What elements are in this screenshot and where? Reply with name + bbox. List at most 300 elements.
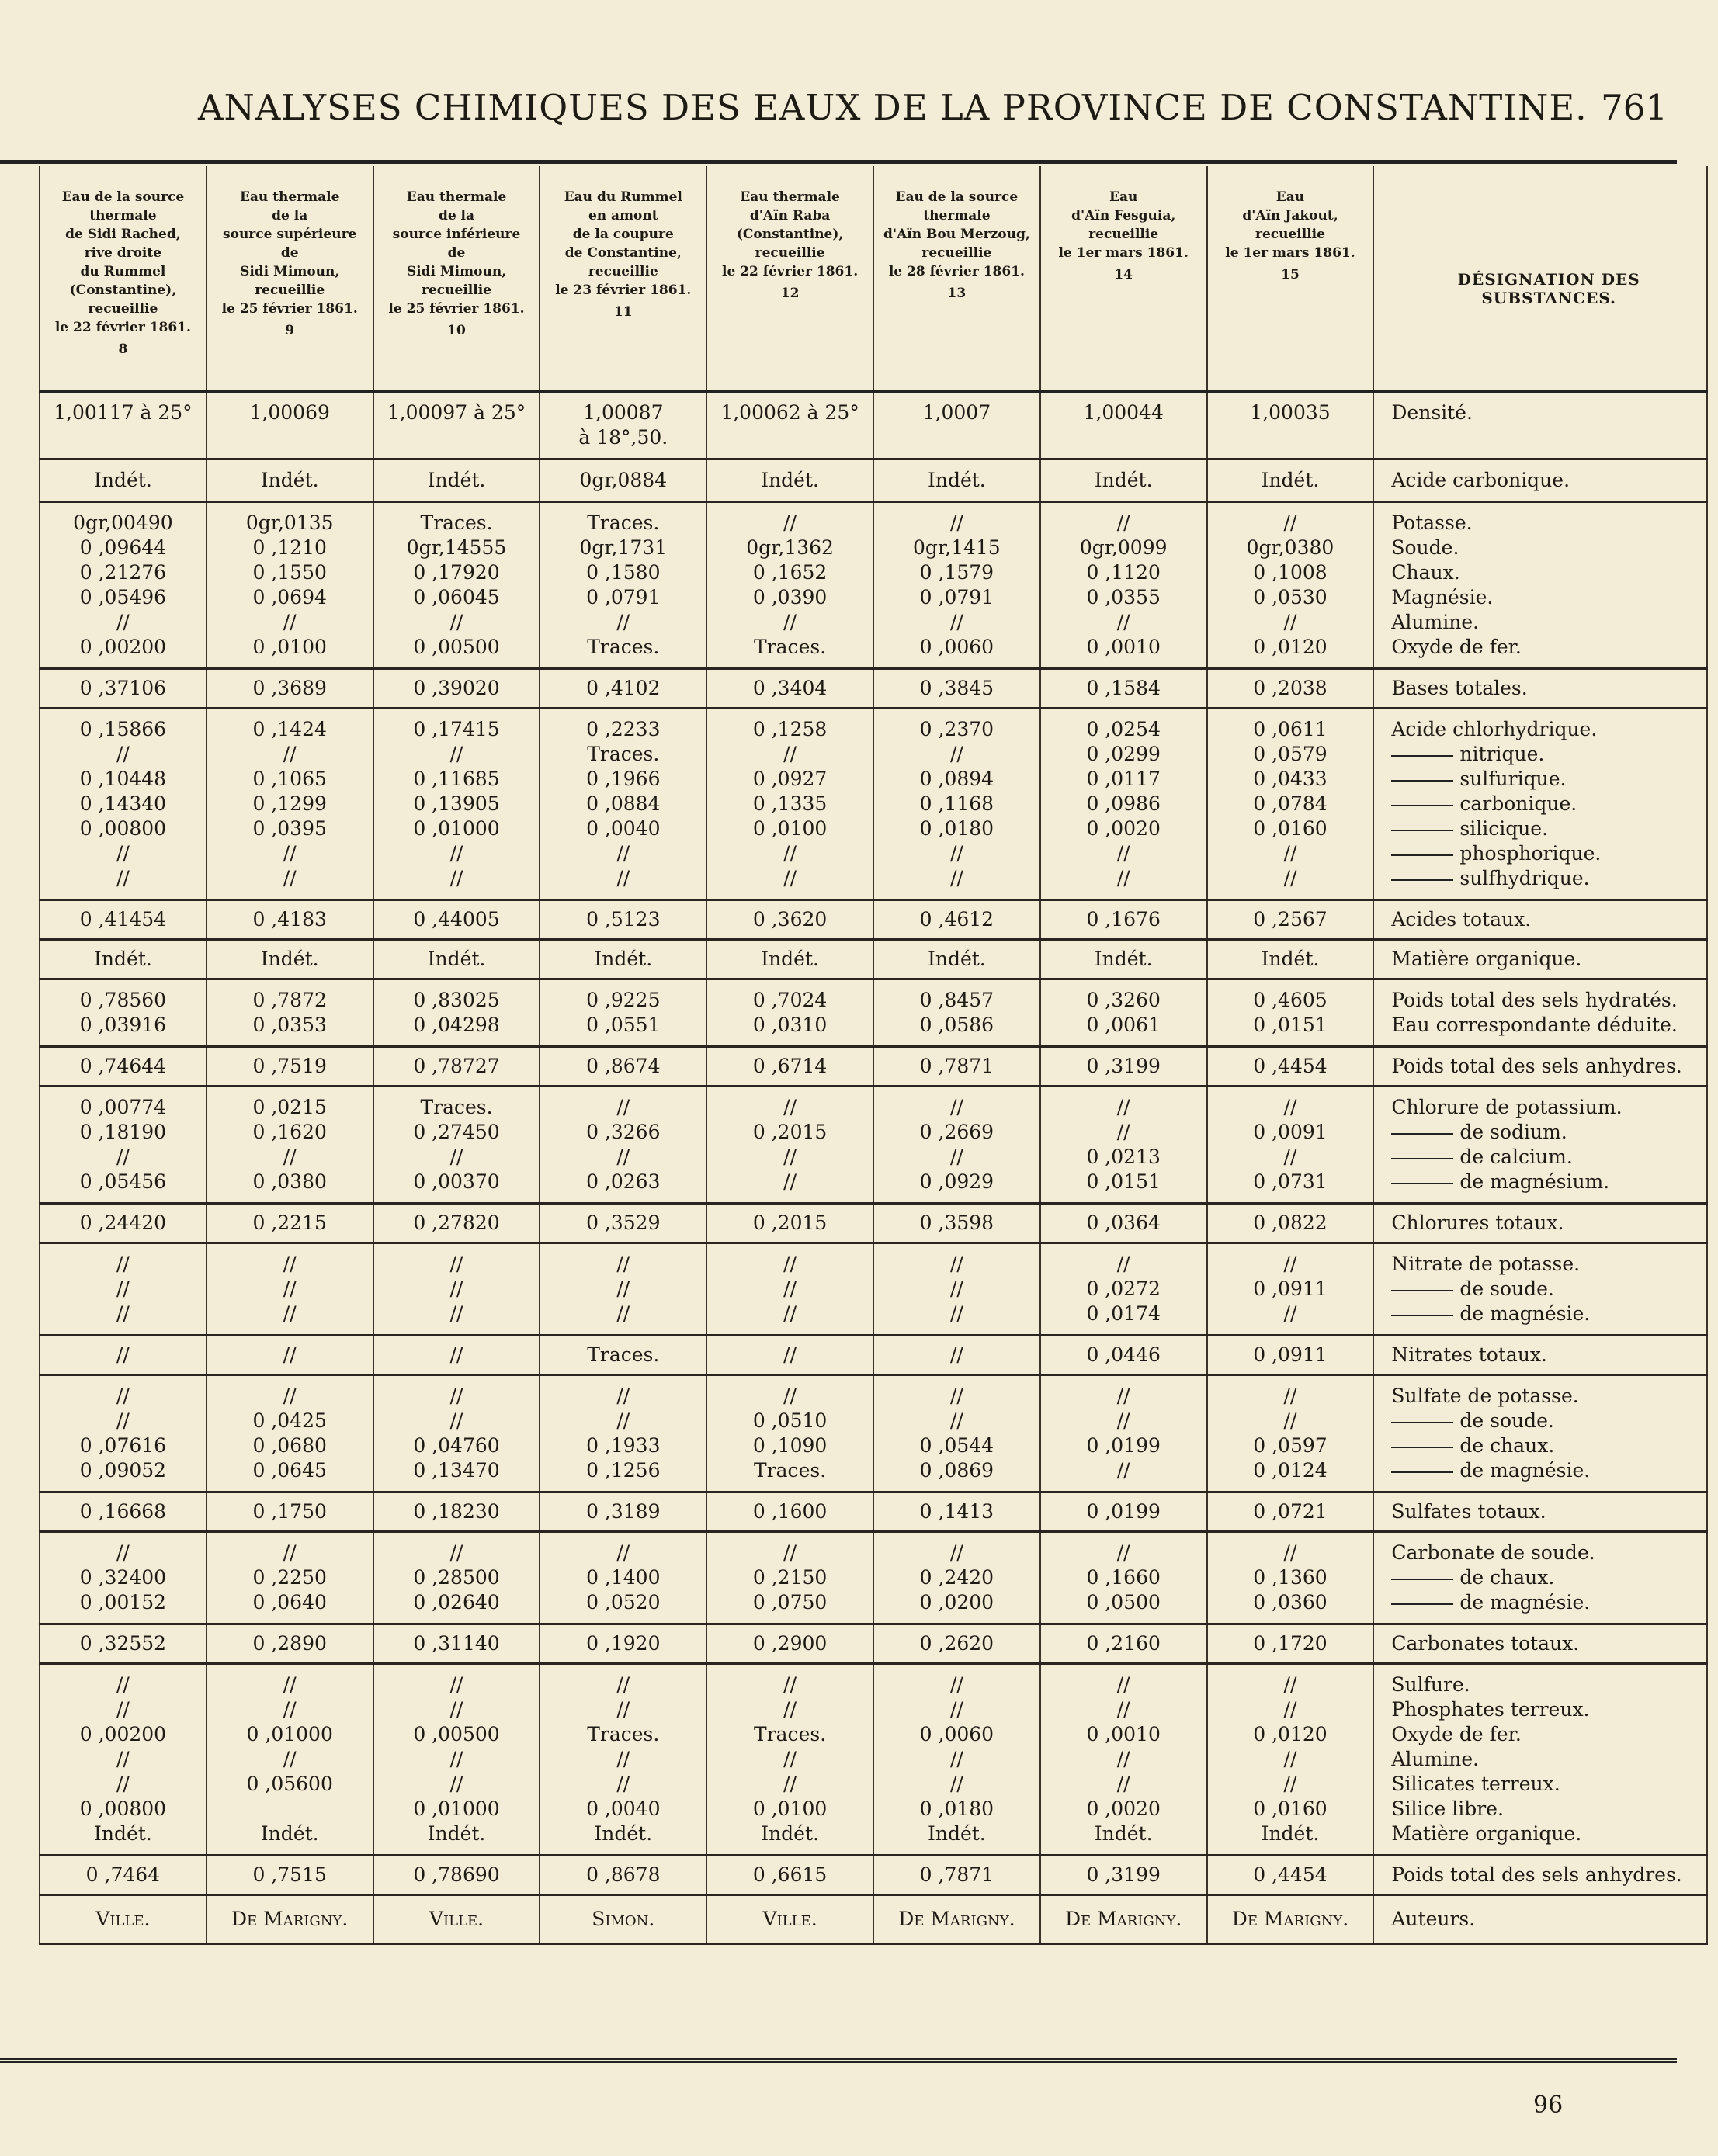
analysis-table-body — [40, 166, 1707, 1944]
value-line: 0 ,0791 — [586, 586, 661, 608]
value-line: 0 ,10448 — [79, 768, 167, 790]
value-cell — [40, 1375, 207, 1492]
designation-text: Acides totaux. — [1391, 908, 1532, 931]
value-line: // — [783, 1253, 797, 1275]
ditto-dash — [1391, 854, 1453, 856]
value-line: 0 ,09644 — [79, 536, 167, 559]
value-line: // — [449, 1253, 463, 1275]
column-header-line: de — [280, 245, 299, 261]
value-line: 0 ,2900 — [752, 1632, 828, 1655]
analysis-table-container — [0, 160, 1682, 1945]
value-line: 0 ,0151 — [1253, 1014, 1328, 1036]
value-cell — [540, 1375, 706, 1492]
designation-cell — [1373, 1204, 1707, 1243]
value-cell — [207, 979, 373, 1047]
value-cell — [207, 900, 373, 940]
value-line: 1,00044 — [1083, 401, 1164, 424]
value-line: 0 ,27450 — [413, 1121, 500, 1143]
designation-line — [1391, 1145, 1706, 1170]
column-number: 10 — [447, 323, 466, 338]
value-line: // — [449, 1409, 463, 1432]
value-cell — [1207, 1664, 1374, 1856]
value-line: // — [1116, 1541, 1130, 1564]
value-line: 0 ,7519 — [252, 1055, 327, 1077]
value-cell — [706, 1856, 873, 1895]
value-cell — [373, 1895, 540, 1944]
value-line: Indét. — [1094, 1822, 1153, 1845]
column-number: 13 — [947, 286, 967, 301]
designation-text: Bases totales. — [1391, 677, 1528, 699]
designation-line — [1391, 841, 1706, 866]
value-cell — [1207, 1336, 1374, 1375]
designation-line — [1391, 742, 1706, 767]
value-line: // — [116, 1541, 130, 1564]
value-cell — [873, 669, 1040, 709]
value-line: 0 ,1360 — [1253, 1566, 1328, 1589]
value-line: // — [1116, 1459, 1130, 1482]
value-line: 0 ,78727 — [413, 1055, 500, 1077]
value-cell — [373, 1204, 540, 1243]
value-cell — [373, 1375, 540, 1492]
value-line: // — [283, 1673, 297, 1696]
value-line: 0 ,2015 — [752, 1121, 828, 1143]
value-line: // — [616, 1541, 630, 1564]
value-cell — [540, 1336, 706, 1375]
value-line: // — [616, 1253, 630, 1275]
value-cell — [873, 1856, 1040, 1895]
column-number: 14 — [1114, 267, 1133, 282]
value-line: 0 ,8678 — [586, 1863, 661, 1886]
value-line: 0 ,7872 — [252, 989, 327, 1011]
designation-line — [1391, 767, 1706, 792]
value-line: // — [949, 1277, 963, 1300]
column-header — [873, 166, 1040, 391]
value-cell — [40, 1336, 207, 1375]
value-line: 0 ,0929 — [919, 1170, 994, 1193]
designation-text: Alumine. — [1391, 1748, 1480, 1770]
designation-text: Sulfates totaux. — [1391, 1500, 1546, 1523]
designation-cell — [1373, 502, 1707, 669]
value-line: // — [783, 842, 797, 865]
value-line: 0 ,0180 — [919, 817, 994, 840]
designation-text: silicique. — [1459, 817, 1549, 840]
value-cell — [373, 900, 540, 940]
value-line: 0 ,31140 — [413, 1632, 500, 1655]
value-line: 0 ,78560 — [79, 989, 167, 1011]
substance-row — [40, 391, 1707, 459]
value-cell — [873, 1492, 1040, 1532]
value-line: 0 ,39020 — [413, 677, 500, 699]
designation-line — [1391, 1409, 1706, 1433]
ditto-dash — [1391, 780, 1453, 782]
designation-cell — [1373, 1532, 1707, 1624]
value-line: 1,00117 à 25° — [54, 401, 193, 424]
value-cell — [207, 1492, 373, 1532]
value-line: // — [1283, 1748, 1297, 1770]
value-line: // — [1283, 867, 1297, 889]
value-line: // — [1116, 511, 1130, 534]
designation-line — [1391, 1697, 1706, 1722]
value-cell — [1207, 391, 1374, 459]
header-row — [40, 166, 1707, 391]
ditto-dash — [1391, 755, 1453, 757]
value-line: Traces. — [420, 1096, 493, 1118]
value-cell — [373, 1336, 540, 1375]
value-line: 0 ,18190 — [79, 1121, 167, 1143]
value-line: // — [116, 1773, 130, 1795]
designation-line — [1391, 1120, 1706, 1145]
value-line: // — [1116, 1698, 1130, 1721]
value-cell — [40, 940, 207, 979]
value-line: Indét. — [594, 1822, 653, 1845]
value-line: 0 ,0390 — [752, 586, 828, 608]
value-line: 0 ,1660 — [1086, 1566, 1161, 1589]
value-cell — [540, 1492, 706, 1532]
value-line: 0 ,2215 — [252, 1211, 327, 1234]
value-cell — [373, 709, 540, 900]
designation-text: Poids total des sels anhydres. — [1391, 1863, 1682, 1886]
value-line: 0gr,0884 — [579, 469, 668, 491]
ditto-dash — [1391, 1315, 1453, 1316]
value-cell — [1207, 979, 1374, 1047]
value-line: 0 ,1600 — [752, 1500, 828, 1523]
value-cell — [1207, 1375, 1374, 1492]
designation-text: Chlorure de potassium. — [1391, 1096, 1623, 1118]
value-cell — [1207, 940, 1374, 979]
value-cell — [207, 940, 373, 979]
column-header-line: d'Aïn Raba — [749, 208, 831, 224]
value-line: 0 ,4183 — [252, 908, 327, 931]
value-line: 0 ,4454 — [1253, 1863, 1328, 1886]
value-line: 0 ,0117 — [1086, 768, 1161, 790]
substance-row — [40, 1664, 1707, 1856]
column-header — [706, 166, 873, 391]
value-cell — [207, 1047, 373, 1087]
column-header-line: recueillie — [422, 282, 491, 298]
value-cell — [40, 1664, 207, 1856]
value-cell — [540, 1087, 706, 1204]
ditto-dash — [1391, 1447, 1453, 1448]
value-cell — [873, 1664, 1040, 1856]
value-line: 0 ,0060 — [919, 636, 994, 658]
value-cell — [373, 1624, 540, 1664]
value-line: Indét. — [260, 469, 319, 491]
value-line: // — [116, 743, 130, 765]
value-line: 1,0007 — [922, 401, 991, 424]
value-line: Ville. — [95, 1908, 151, 1930]
column-header-line: thermale — [89, 208, 157, 224]
value-line: 0 ,3189 — [586, 1500, 661, 1523]
value-line: 0 ,0160 — [1253, 817, 1328, 840]
value-line: 0 ,0120 — [1253, 1723, 1328, 1745]
value-line: // — [616, 1748, 630, 1770]
designation-line — [1391, 1252, 1706, 1277]
column-header-line: le 1er mars 1861. — [1225, 245, 1355, 261]
column-header — [207, 166, 373, 391]
value-line: 0 ,0380 — [252, 1170, 327, 1193]
designation-text: Chlorures totaux. — [1391, 1211, 1564, 1234]
designation-line — [1391, 717, 1706, 742]
value-line: 0 ,2160 — [1086, 1632, 1161, 1655]
value-line: // — [449, 842, 463, 865]
designation-cell — [1373, 1336, 1707, 1375]
column-header-line: recueillie — [755, 245, 825, 261]
designation-line — [1391, 1277, 1706, 1302]
column-header-line: le 23 février 1861. — [555, 282, 692, 298]
value-line: Traces. — [587, 743, 660, 765]
value-line: Indét. — [927, 469, 986, 491]
value-cell — [40, 900, 207, 940]
designation-text: Nitrate de potasse. — [1391, 1253, 1581, 1275]
column-header-line: Eau — [1109, 189, 1138, 205]
designation-cell — [1373, 1624, 1707, 1664]
value-line: Traces. — [587, 636, 660, 658]
value-cell — [40, 1087, 207, 1204]
designation-line — [1391, 635, 1706, 660]
value-line: // — [449, 1541, 463, 1564]
designation-line — [1391, 1822, 1706, 1846]
value-line: 0 ,1584 — [1086, 677, 1161, 699]
ditto-dash — [1391, 1579, 1453, 1580]
designation-line — [1391, 468, 1706, 493]
value-line: Indét. — [260, 948, 319, 970]
value-line: 0 ,1424 — [252, 718, 327, 740]
value-cell — [1040, 940, 1207, 979]
designation-text: Sulfate de potasse. — [1391, 1385, 1579, 1407]
value-line: 0 ,8674 — [586, 1055, 661, 1077]
value-cell — [706, 1895, 873, 1944]
value-line: Indét. — [1261, 469, 1320, 491]
value-cell — [540, 502, 706, 669]
value-line: 0 ,7024 — [752, 989, 828, 1011]
value-cell — [207, 1375, 373, 1492]
column-header-line: recueillie — [88, 301, 158, 317]
column-header — [1040, 166, 1207, 391]
value-line: 0 ,2620 — [919, 1632, 994, 1655]
value-line: 0 ,1413 — [919, 1500, 994, 1523]
value-line: 0 ,00370 — [413, 1170, 500, 1193]
value-line: 0 ,1933 — [586, 1434, 661, 1457]
value-line: 0 ,0894 — [919, 768, 994, 790]
value-line: 0 ,0199 — [1086, 1434, 1161, 1457]
value-line: 0 ,32400 — [79, 1566, 167, 1589]
value-cell — [1207, 1856, 1374, 1895]
value-cell — [373, 669, 540, 709]
column-header-line: Eau — [1275, 189, 1305, 205]
value-line: // — [1283, 1146, 1297, 1168]
column-header — [1207, 166, 1374, 391]
value-line: 0 ,00800 — [79, 1797, 167, 1820]
value-line: // — [616, 1146, 630, 1168]
value-line: // — [283, 743, 297, 765]
designation-line — [1391, 907, 1706, 932]
value-line: 0 ,1676 — [1086, 908, 1161, 931]
value-line: 0 ,7871 — [919, 1863, 994, 1886]
value-line: 0 ,0199 — [1086, 1500, 1161, 1523]
value-cell — [873, 1895, 1040, 1944]
value-cell — [40, 1492, 207, 1532]
value-line: 0 ,1579 — [919, 561, 994, 584]
value-line: Simon. — [592, 1908, 655, 1930]
value-line: // — [783, 867, 797, 889]
designation-line — [1391, 676, 1706, 701]
value-line: 0 ,1210 — [252, 536, 327, 559]
designation-text: sulfurique. — [1459, 768, 1567, 790]
page-header — [0, 87, 1718, 133]
designation-line — [1391, 1863, 1706, 1887]
value-line: // — [616, 842, 630, 865]
value-line: 0 ,0353 — [252, 1014, 327, 1036]
value-cell — [540, 1204, 706, 1243]
designation-cell — [1373, 669, 1707, 709]
value-line: 0 ,0100 — [752, 817, 828, 840]
total-row — [40, 1047, 1707, 1087]
value-cell — [1207, 1243, 1374, 1336]
value-cell — [1207, 900, 1374, 940]
value-cell — [40, 1624, 207, 1664]
value-cell — [373, 1047, 540, 1087]
value-line: // — [283, 1698, 297, 1721]
value-cell — [1040, 1664, 1207, 1856]
value-line: // — [783, 511, 797, 534]
designation-text: Matière organique. — [1391, 948, 1582, 970]
value-line: 0 ,0611 — [1253, 718, 1328, 740]
value-cell — [373, 940, 540, 979]
value-line: 0 ,0174 — [1086, 1302, 1161, 1325]
value-line: // — [616, 1673, 630, 1696]
designation-text: Poids total des sels anhydres. — [1391, 1055, 1682, 1077]
value-line: 0 ,44005 — [413, 908, 500, 931]
value-line: // — [1116, 1096, 1130, 1118]
designation-text: Carbonate de soude. — [1391, 1541, 1595, 1564]
value-line: // — [283, 1541, 297, 1564]
value-cell — [873, 1375, 1040, 1492]
value-line: 0 ,7464 — [85, 1863, 161, 1886]
value-cell — [40, 391, 207, 459]
value-line: 0 ,4102 — [586, 677, 661, 699]
value-line: 0 ,0986 — [1086, 792, 1161, 815]
value-line: 0gr,1415 — [913, 536, 1001, 559]
designation-cell — [1373, 1087, 1707, 1204]
value-line: Indét. — [427, 1822, 486, 1845]
value-cell — [1040, 1047, 1207, 1087]
value-line: 0 ,05600 — [246, 1773, 333, 1795]
value-line: 0 ,0911 — [1253, 1343, 1328, 1366]
value-line: // — [949, 1409, 963, 1432]
value-line: 0 ,1299 — [252, 792, 327, 815]
value-line: // — [783, 1096, 797, 1118]
value-line: Indét. — [427, 948, 486, 970]
designation-line — [1391, 1631, 1706, 1656]
value-line: Traces. — [587, 1343, 660, 1366]
value-line: // — [616, 1302, 630, 1325]
value-line: // — [449, 1673, 463, 1696]
column-number: 15 — [1281, 267, 1300, 282]
value-line: Indét. — [761, 1822, 819, 1845]
value-line: 0 ,0395 — [252, 817, 327, 840]
value-line: // — [949, 743, 963, 765]
value-line: Indét. — [594, 948, 653, 970]
value-cell — [373, 1087, 540, 1204]
value-line: 0 ,0791 — [919, 586, 994, 608]
value-line: // — [949, 867, 963, 889]
designation-line — [1391, 585, 1706, 610]
ditto-dash — [1391, 1158, 1453, 1159]
value-cell — [706, 1243, 873, 1336]
value-line: // — [949, 1253, 963, 1275]
designation-text: Soude. — [1391, 536, 1459, 559]
value-line: Indét. — [761, 469, 819, 491]
value-line: // — [283, 1146, 297, 1168]
designation-text: Oxyde de fer. — [1391, 636, 1522, 658]
value-cell — [706, 669, 873, 709]
value-cell — [706, 1204, 873, 1243]
designation-text: Poids total des sels hydratés. — [1391, 989, 1678, 1011]
designation-line — [1391, 988, 1706, 1013]
value-line: 0 ,0310 — [752, 1014, 828, 1036]
value-line: Indét. — [927, 1822, 986, 1845]
value-line: 0 ,0100 — [252, 636, 327, 658]
value-line: 0 ,1966 — [586, 768, 661, 790]
value-line: 0 ,0500 — [1086, 1591, 1161, 1614]
value-cell — [207, 1624, 373, 1664]
value-line: 0 ,37106 — [79, 677, 167, 699]
page-title: ANALYSES CHIMIQUES DES EAUX DE LA PROVINCE DE CONSTANTINE. — [198, 87, 1588, 128]
value-line: // — [949, 1748, 963, 1770]
value-line: 0 ,0510 — [752, 1409, 828, 1432]
value-line: // — [783, 1673, 797, 1696]
value-cell — [540, 900, 706, 940]
value-line: 0 ,00200 — [79, 636, 167, 658]
value-line: 0 ,1920 — [586, 1632, 661, 1655]
value-line: // — [116, 1343, 130, 1366]
value-cell — [540, 459, 706, 502]
value-line: 0 ,0579 — [1253, 743, 1328, 765]
designation-line — [1391, 816, 1706, 841]
column-header-line: d'Aïn Jakout, — [1242, 208, 1338, 224]
value-cell — [1040, 1375, 1207, 1492]
value-line: // — [949, 1673, 963, 1696]
column-header-line: d'Aïn Fesguia, — [1071, 208, 1176, 224]
value-line: 1,00087 — [583, 401, 664, 424]
designation-text: Magnésie. — [1391, 586, 1494, 608]
value-line: // — [116, 611, 130, 633]
value-cell — [873, 940, 1040, 979]
value-cell — [1040, 1624, 1207, 1664]
value-line: 0 ,06045 — [413, 586, 500, 608]
value-cell — [540, 669, 706, 709]
value-line: 0 ,3199 — [1086, 1055, 1161, 1077]
column-header — [373, 166, 540, 391]
value-cell — [1040, 709, 1207, 900]
designation-line — [1391, 1211, 1706, 1236]
column-header-line: de — [447, 245, 466, 261]
value-cell — [40, 1532, 207, 1624]
value-cell — [1040, 1492, 1207, 1532]
designation-line — [1391, 536, 1706, 560]
value-line: // — [283, 1277, 297, 1300]
column-header-line: Sidi Mimoun, — [240, 264, 340, 279]
value-line: // — [283, 1748, 297, 1770]
total-row — [40, 940, 1707, 979]
value-cell — [207, 1336, 373, 1375]
value-line: // — [1283, 511, 1297, 534]
value-line: 0 ,17415 — [413, 718, 500, 740]
value-line: // — [949, 1096, 963, 1118]
value-line: 0 ,21276 — [79, 561, 167, 584]
column-header-line: rive droite — [84, 245, 162, 261]
column-header-line: d'Aïn Bou Merzoug, — [883, 227, 1030, 242]
